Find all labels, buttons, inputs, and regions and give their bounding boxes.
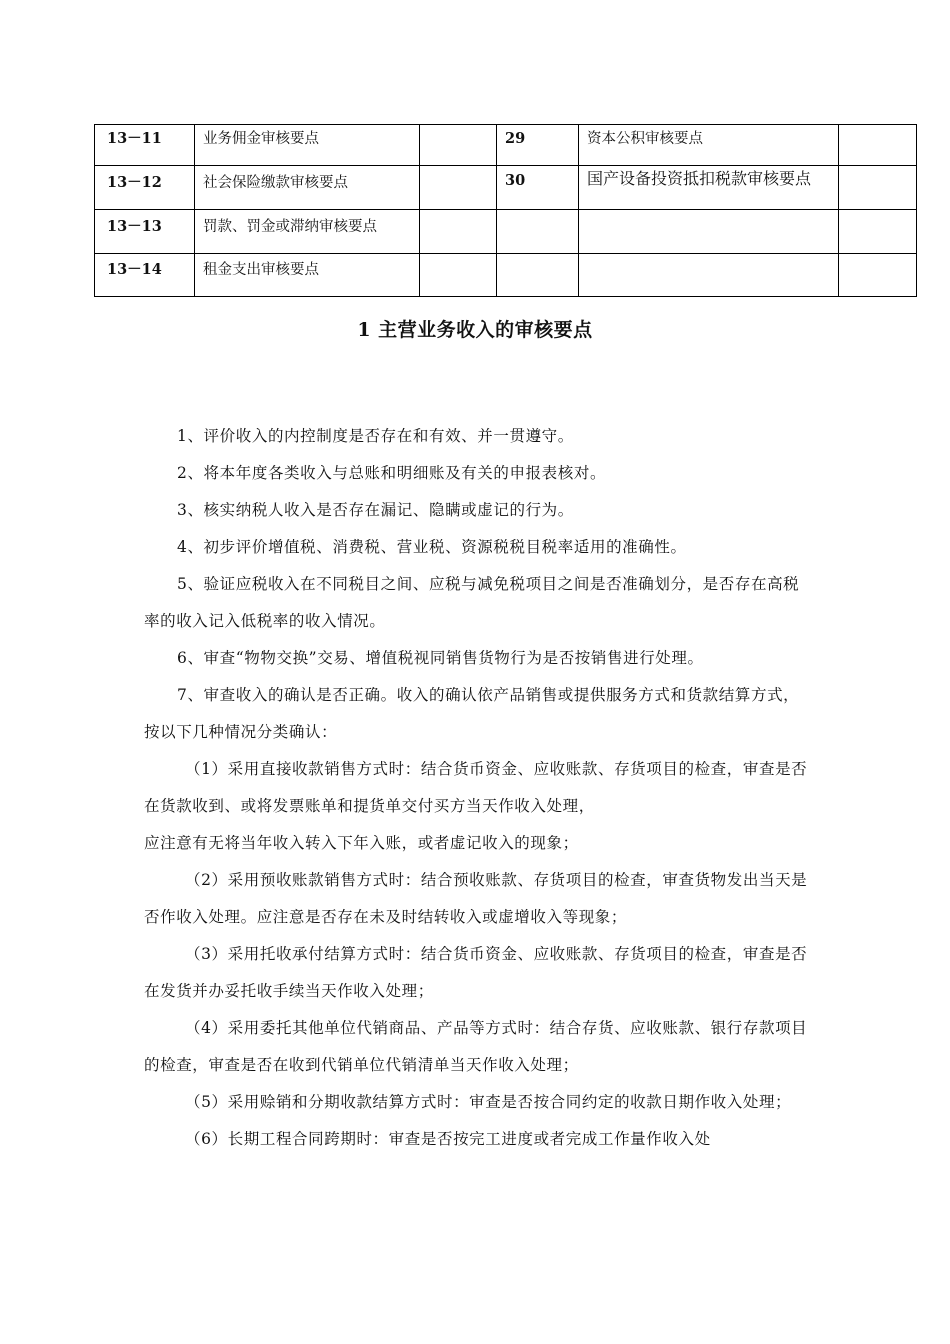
page-cell [839,254,917,297]
paragraph: 2、将本年度各类收入与总账和明细账及有关的申报表核对。 [177,464,607,482]
item-number: 30 [497,166,579,210]
paragraph: 应注意有无将当年收入转入下年入账，或者虚记收入的现象； [144,834,579,852]
paragraph: 3、核实纳税人收入是否存在漏记、隐瞒或虚记的行为。 [177,501,574,519]
item-title: 国产设备投资抵扣税款审核要点 [579,166,839,210]
item-number: 13－14 [95,254,195,297]
paragraph: 6、审查“物物交换”交易、增值税视同销售货物行为是否按销售进行处理。 [177,649,704,667]
table-row [95,210,917,254]
page-cell [420,210,497,254]
section-title: 1 主营业务收入的审核要点 [357,319,593,341]
paragraph: （1）采用直接收款销售方式时：结合货币资金、应收账款、存货项目的检查，审查是否在货款收到、或将发票账单和提货单交付买方当天作收入处理， [144,760,808,815]
paragraph: 5、验证应税收入在不同税目之间、应税与减免税项目之间是否准确划分，是否存在高税率的收入记入低税率的收入情况。 [144,575,800,630]
item-title: 租金支出审核要点 [195,254,420,297]
item-title: 社会保险缴款审核要点 [195,166,420,210]
item-number [497,254,579,297]
paragraph: （2）采用预收账款销售方式时：结合预收账款、存货项目的检查，审查货物发出当天是否作收入处理。应注意是否存在未及时结转收入或虚增收入等现象； [144,871,808,926]
paragraph: 4、初步评价增值税、消费税、营业税、资源税税目税率适用的准确性。 [177,538,687,556]
item-number: 13－13 [95,210,195,254]
item-title: 罚款、罚金或滞纳审核要点 [195,210,420,254]
page-cell [420,166,497,210]
item-title: 资本公积审核要点 [579,125,839,166]
page-cell [420,125,497,166]
page-cell [839,125,917,166]
page-cell [839,166,917,210]
item-number: 13－11 [95,125,195,166]
page-cell [420,254,497,297]
item-number: 29 [497,125,579,166]
item-number [497,210,579,254]
table-row [95,254,917,297]
paragraph: （6）长期工程合同跨期时：审查是否按完工进度或者完成工作量作收入处 [185,1130,711,1148]
paragraph: （5）采用赊销和分期收款结算方式时：审查是否按合同约定的收款日期作收入处理； [185,1093,792,1111]
paragraph: （3）采用托收承付结算方式时：结合货币资金、应收账款、存货项目的检查，审查是否在发货并办妥托收手续当天作收入处理； [144,945,808,1000]
item-number: 13－12 [95,166,195,210]
table-row [95,166,917,210]
item-title [579,210,839,254]
body-text [144,418,812,1158]
paragraph: （4）采用委托其他单位代销商品、产品等方式时：结合存货、应收账款、银行存款项目的检查，审查是否在收到代销单位代销清单当天作收入处理； [144,1019,808,1074]
paragraph: 1、评价收入的内控制度是否存在和有效、并一贯遵守。 [177,427,574,445]
toc-table [94,124,917,297]
table-row [95,125,917,166]
item-title: 业务佣金审核要点 [195,125,420,166]
item-title [579,254,839,297]
page-cell [839,210,917,254]
paragraph: 7、审查收入的确认是否正确。收入的确认依产品销售或提供服务方式和货款结算方式，按以下几种情况分类确认： [144,686,800,741]
